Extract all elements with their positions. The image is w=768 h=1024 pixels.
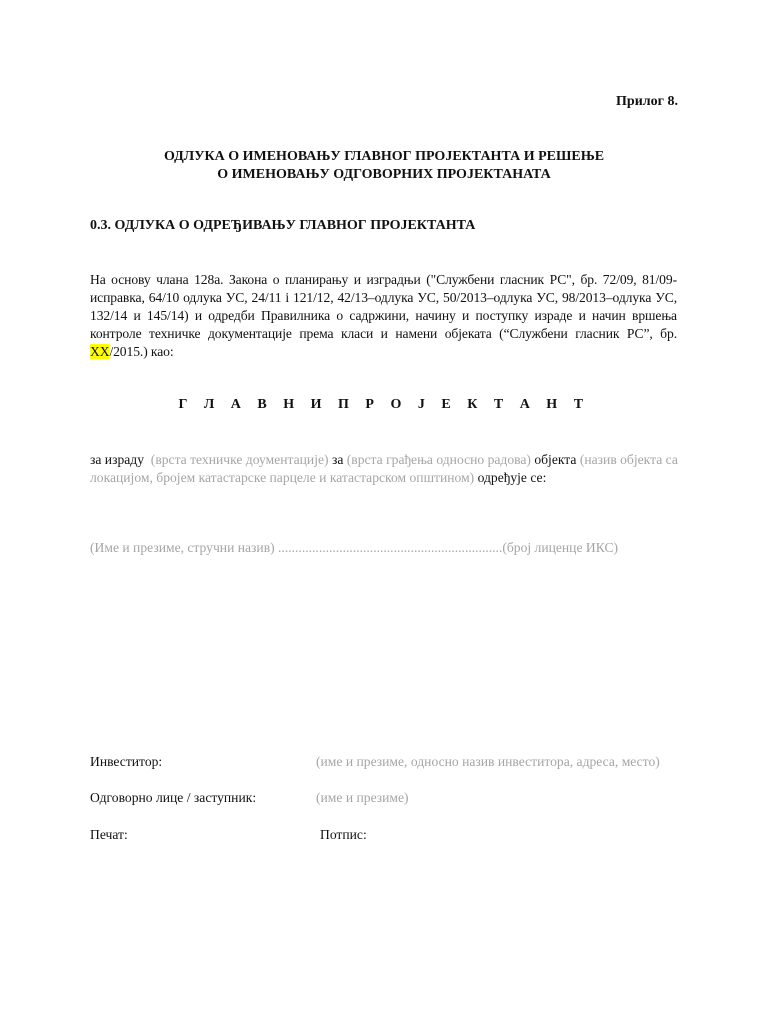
legal-basis-paragraph [90, 271, 677, 361]
for-making-text: за израду [90, 452, 144, 467]
doc-type-placeholder: (врста техничке доументације) [150, 452, 329, 467]
investor-placeholder: (име и презиме, односно назив инвеститора, адреса, место) [316, 754, 660, 769]
for-text: за [331, 452, 344, 467]
object-text: објекта [534, 452, 577, 467]
determined-text: одређује се: [477, 470, 547, 485]
title-line-1: ОДЛУКА О ИМЕНОВАЊУ ГЛАВНОГ ПРОЈЕКТАНТА И РЕШЕЊЕ [163, 149, 605, 164]
highlighted-placeholder: XX [90, 344, 110, 359]
chief-designer-heading: Г Л А В Н И П Р О Ј Е К Т А Н Т [178, 397, 590, 412]
legal-basis-text-end: /2015.) као: [109, 344, 174, 359]
section-title: 0.3. ОДЛУКА О ОДРЕЂИВАЊУ ГЛАВНОГ ПРОЈЕКТАНТА [90, 218, 476, 233]
investor-label: Инвеститор: [90, 754, 163, 769]
designer-name-line: (Име и презиме, стручни назив) ..................................................................(број лиценце ИКС) [90, 540, 619, 555]
assignment-paragraph [90, 451, 680, 487]
construction-type-placeholder: (врста грађења односно радова) [346, 452, 531, 467]
signature-label: Потпис: [320, 827, 367, 842]
annex-label: Прилог 8. [616, 94, 678, 109]
responsible-person-label: Одговорно лице / заступник: [90, 790, 257, 805]
document-title [90, 148, 678, 184]
stamp-label: Печат: [90, 827, 128, 842]
object-placeholder: (назив објекта са локацијом, бројем катастарске парцеле и катастарском општином) [90, 452, 678, 485]
title-line-2: О ИМЕНОВАЊУ ОДГОВОРНИХ ПРОЈЕКТАНАТА [217, 167, 551, 182]
responsible-person-placeholder: (име и презиме) [316, 790, 409, 805]
legal-basis-text: На основу члана 128а. Закона о планирању и изградњи ("Службени гласник РС", бр. 72/09, 81/09-исправка, 64/10 одлука УС, 24/11 i 121/12, 42/13–одлука УС, 50/2013–одлука УС, 98/2013–одлука УС, 132/14 и 145/14) и одредби Правилника о садржини, начину и поступку израде и начин вршења контроле техничке документације према класи и намени објеката (“Службени гласник РС”, бр. [90, 272, 677, 341]
